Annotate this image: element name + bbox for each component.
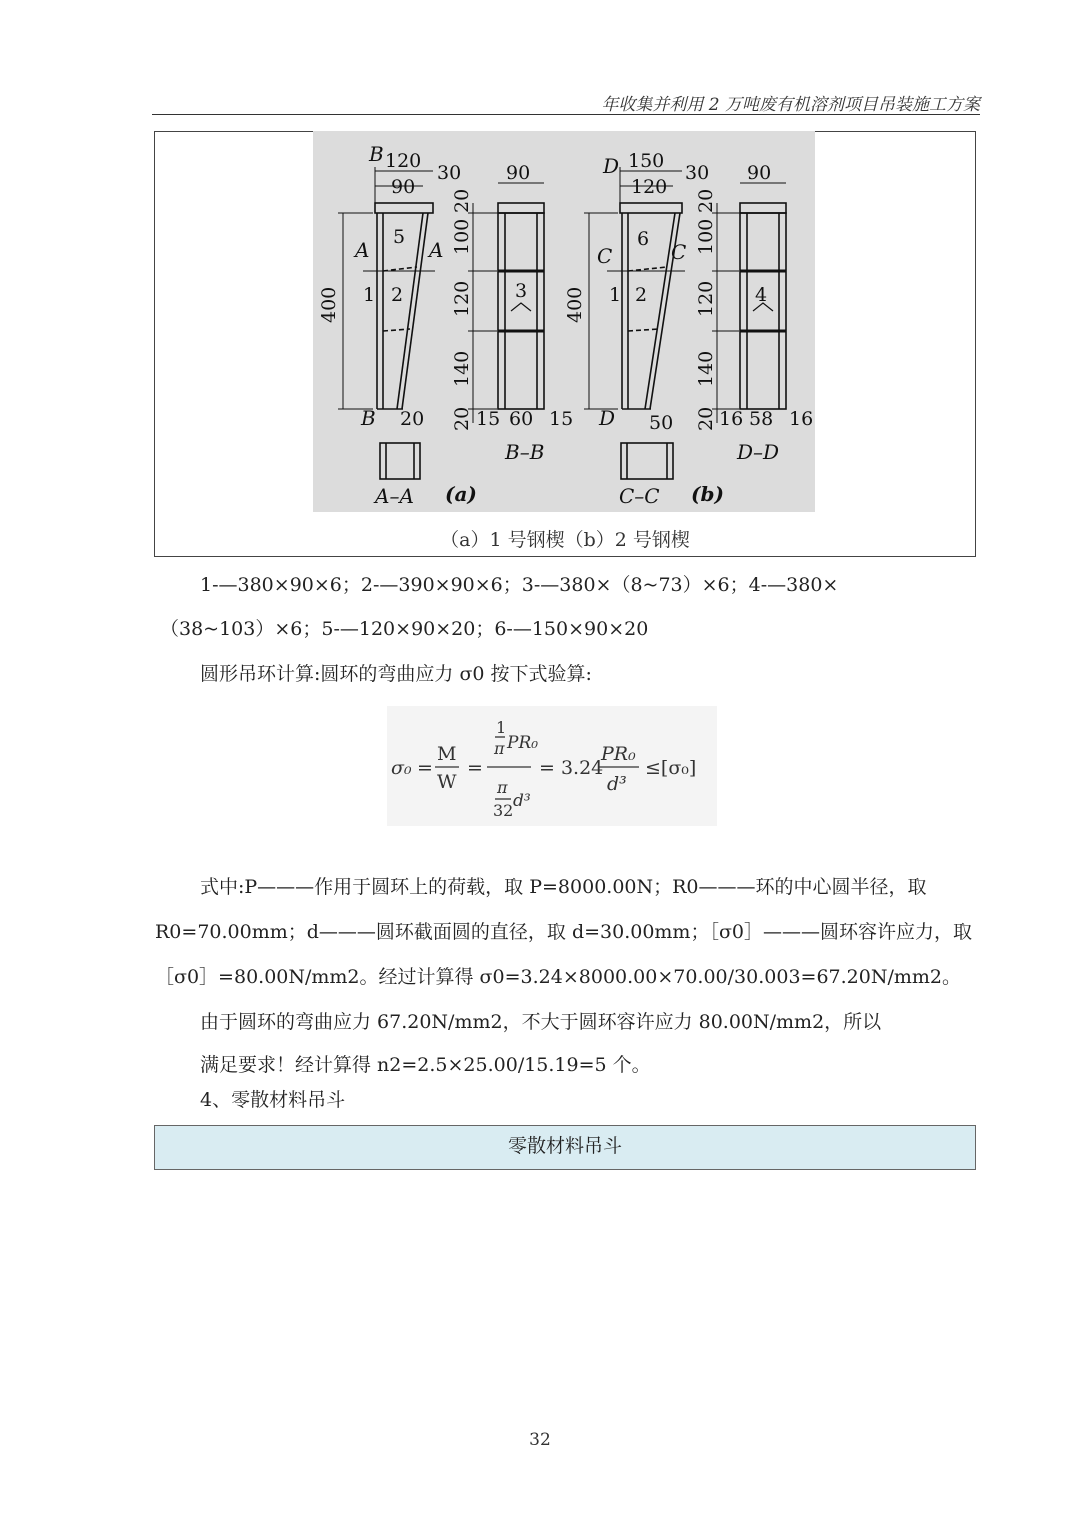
dim-120d: 120	[695, 280, 717, 317]
dim-bot-58: 58	[749, 408, 774, 430]
dim-120b: 120	[631, 176, 668, 198]
dim-90b: 90	[506, 162, 531, 184]
dim-bot-16b: 16	[789, 408, 814, 430]
page-number: 32	[529, 1430, 551, 1450]
explain-line-1: 式中:P———作用于圆环上的荷载，取 P=8000.00N；R0———环的中心圆半径，取	[200, 876, 927, 898]
dim-140a: 140	[451, 350, 473, 387]
dim-bot-16a: 16	[719, 408, 744, 430]
formula-eq3: = 3.24	[539, 757, 604, 779]
dim-150: 150	[628, 150, 665, 172]
explain-line-2: R0=70.00mm；d———圆环截面圆的直径，取 d=30.00mm；［σ0］———圆环容许应力，取	[155, 921, 973, 943]
label-a-right: A	[429, 238, 444, 262]
label-a-left: A	[355, 238, 370, 262]
dim-20c: 20	[695, 188, 717, 213]
dim-bot-15a: 15	[476, 408, 501, 430]
formula-svg	[387, 706, 717, 826]
dim-bot-50: 50	[649, 412, 674, 434]
section-dd: D–D	[737, 440, 780, 464]
dim-bot-15b: 15	[549, 408, 574, 430]
label-c-left: C	[597, 244, 613, 268]
dim-30: 30	[437, 162, 462, 184]
label-d-top: D	[603, 154, 620, 178]
dim-bot-60: 60	[509, 408, 534, 430]
conclusion-line-1: 由于圆环的弯曲应力 67.20N/mm2，不大于圆环容许应力 80.00N/mm2，所以	[200, 1011, 882, 1033]
num-4: 4	[755, 284, 768, 306]
dim-30b: 30	[685, 162, 710, 184]
bending-stress-formula	[387, 706, 717, 826]
num-2b: 2	[635, 284, 648, 306]
section-aa: A–A	[375, 484, 414, 508]
label-d-bot: D	[599, 406, 616, 430]
header-rule	[152, 114, 980, 115]
formula-W: W	[437, 771, 457, 793]
formula-d3a: d³	[513, 791, 531, 811]
spec-line-1: 1-—380×90×6；2-—390×90×6；3-—380×（8~73）×6；4-—380×	[200, 574, 839, 596]
figure-caption: （a）1 号钢楔（b）2 号钢楔	[440, 529, 690, 551]
label-b-top: B	[369, 142, 384, 166]
section-cc: C–C	[619, 484, 660, 508]
formula-pi2: π	[497, 778, 508, 797]
dim-20b: 20	[451, 406, 473, 431]
label-c-right: C	[671, 240, 687, 264]
formula-one: 1	[496, 718, 507, 737]
dim-100b: 100	[695, 218, 717, 255]
conclusion-line-2: 满足要求！经计算得 n2=2.5×25.00/15.19=5 个。	[200, 1054, 651, 1076]
tag-b: (b)	[691, 482, 724, 506]
num-6: 6	[637, 228, 650, 250]
formula-PR0a: PR₀	[507, 733, 539, 753]
dim-20a: 20	[451, 188, 473, 213]
dim-400a: 400	[318, 286, 340, 323]
spec-line-2: （38~103）×6；5-—120×90×20；6-—150×90×20	[160, 618, 649, 640]
dim-20d: 20	[695, 406, 717, 431]
dim-90: 90	[391, 176, 416, 198]
formula-eq2: =	[467, 757, 483, 779]
dim-100a: 100	[451, 218, 473, 255]
steel-wedge-drawing	[313, 131, 815, 512]
formula-le: ≤[σ₀]	[645, 757, 697, 779]
formula-sigma0: σ₀	[391, 757, 412, 779]
tag-a: (a)	[445, 482, 477, 506]
dim-120c: 120	[451, 280, 473, 317]
formula-intro: 圆形吊环计算:圆环的弯曲应力 σ0 按下式验算:	[200, 663, 592, 685]
header-title: 年收集并利用 2 万吨废有机溶剂项目吊装施工方案	[601, 95, 980, 115]
explain-line-3: ［σ0］=80.00N/mm2。经过计算得 σ0=3.24×8000.00×70.00/30.003=67.20N/mm2。	[155, 966, 961, 988]
dim-bot-20: 20	[400, 408, 425, 430]
section-heading: 4、零散材料吊斗	[200, 1089, 346, 1111]
formula-M: M	[437, 743, 457, 765]
formula-eq1: =	[417, 757, 433, 779]
section-bb: B–B	[505, 440, 545, 464]
num-1a: 1	[363, 284, 376, 306]
formula-32: 32	[493, 801, 514, 820]
steel-wedge-svg	[313, 131, 815, 512]
formula-d3b: d³	[607, 773, 627, 795]
dim-140b: 140	[695, 350, 717, 387]
dim-120: 120	[385, 150, 422, 172]
num-3: 3	[515, 280, 528, 302]
num-1b: 1	[609, 284, 622, 306]
num-2a: 2	[391, 284, 404, 306]
table-header-cell: 零散材料吊斗	[154, 1125, 976, 1170]
label-b-bot: B	[361, 406, 376, 430]
num-5: 5	[393, 226, 406, 248]
formula-pi1: π	[494, 739, 505, 758]
dim-90c: 90	[747, 162, 772, 184]
dim-400b: 400	[564, 286, 586, 323]
formula-PR0b: PR₀	[601, 743, 636, 765]
